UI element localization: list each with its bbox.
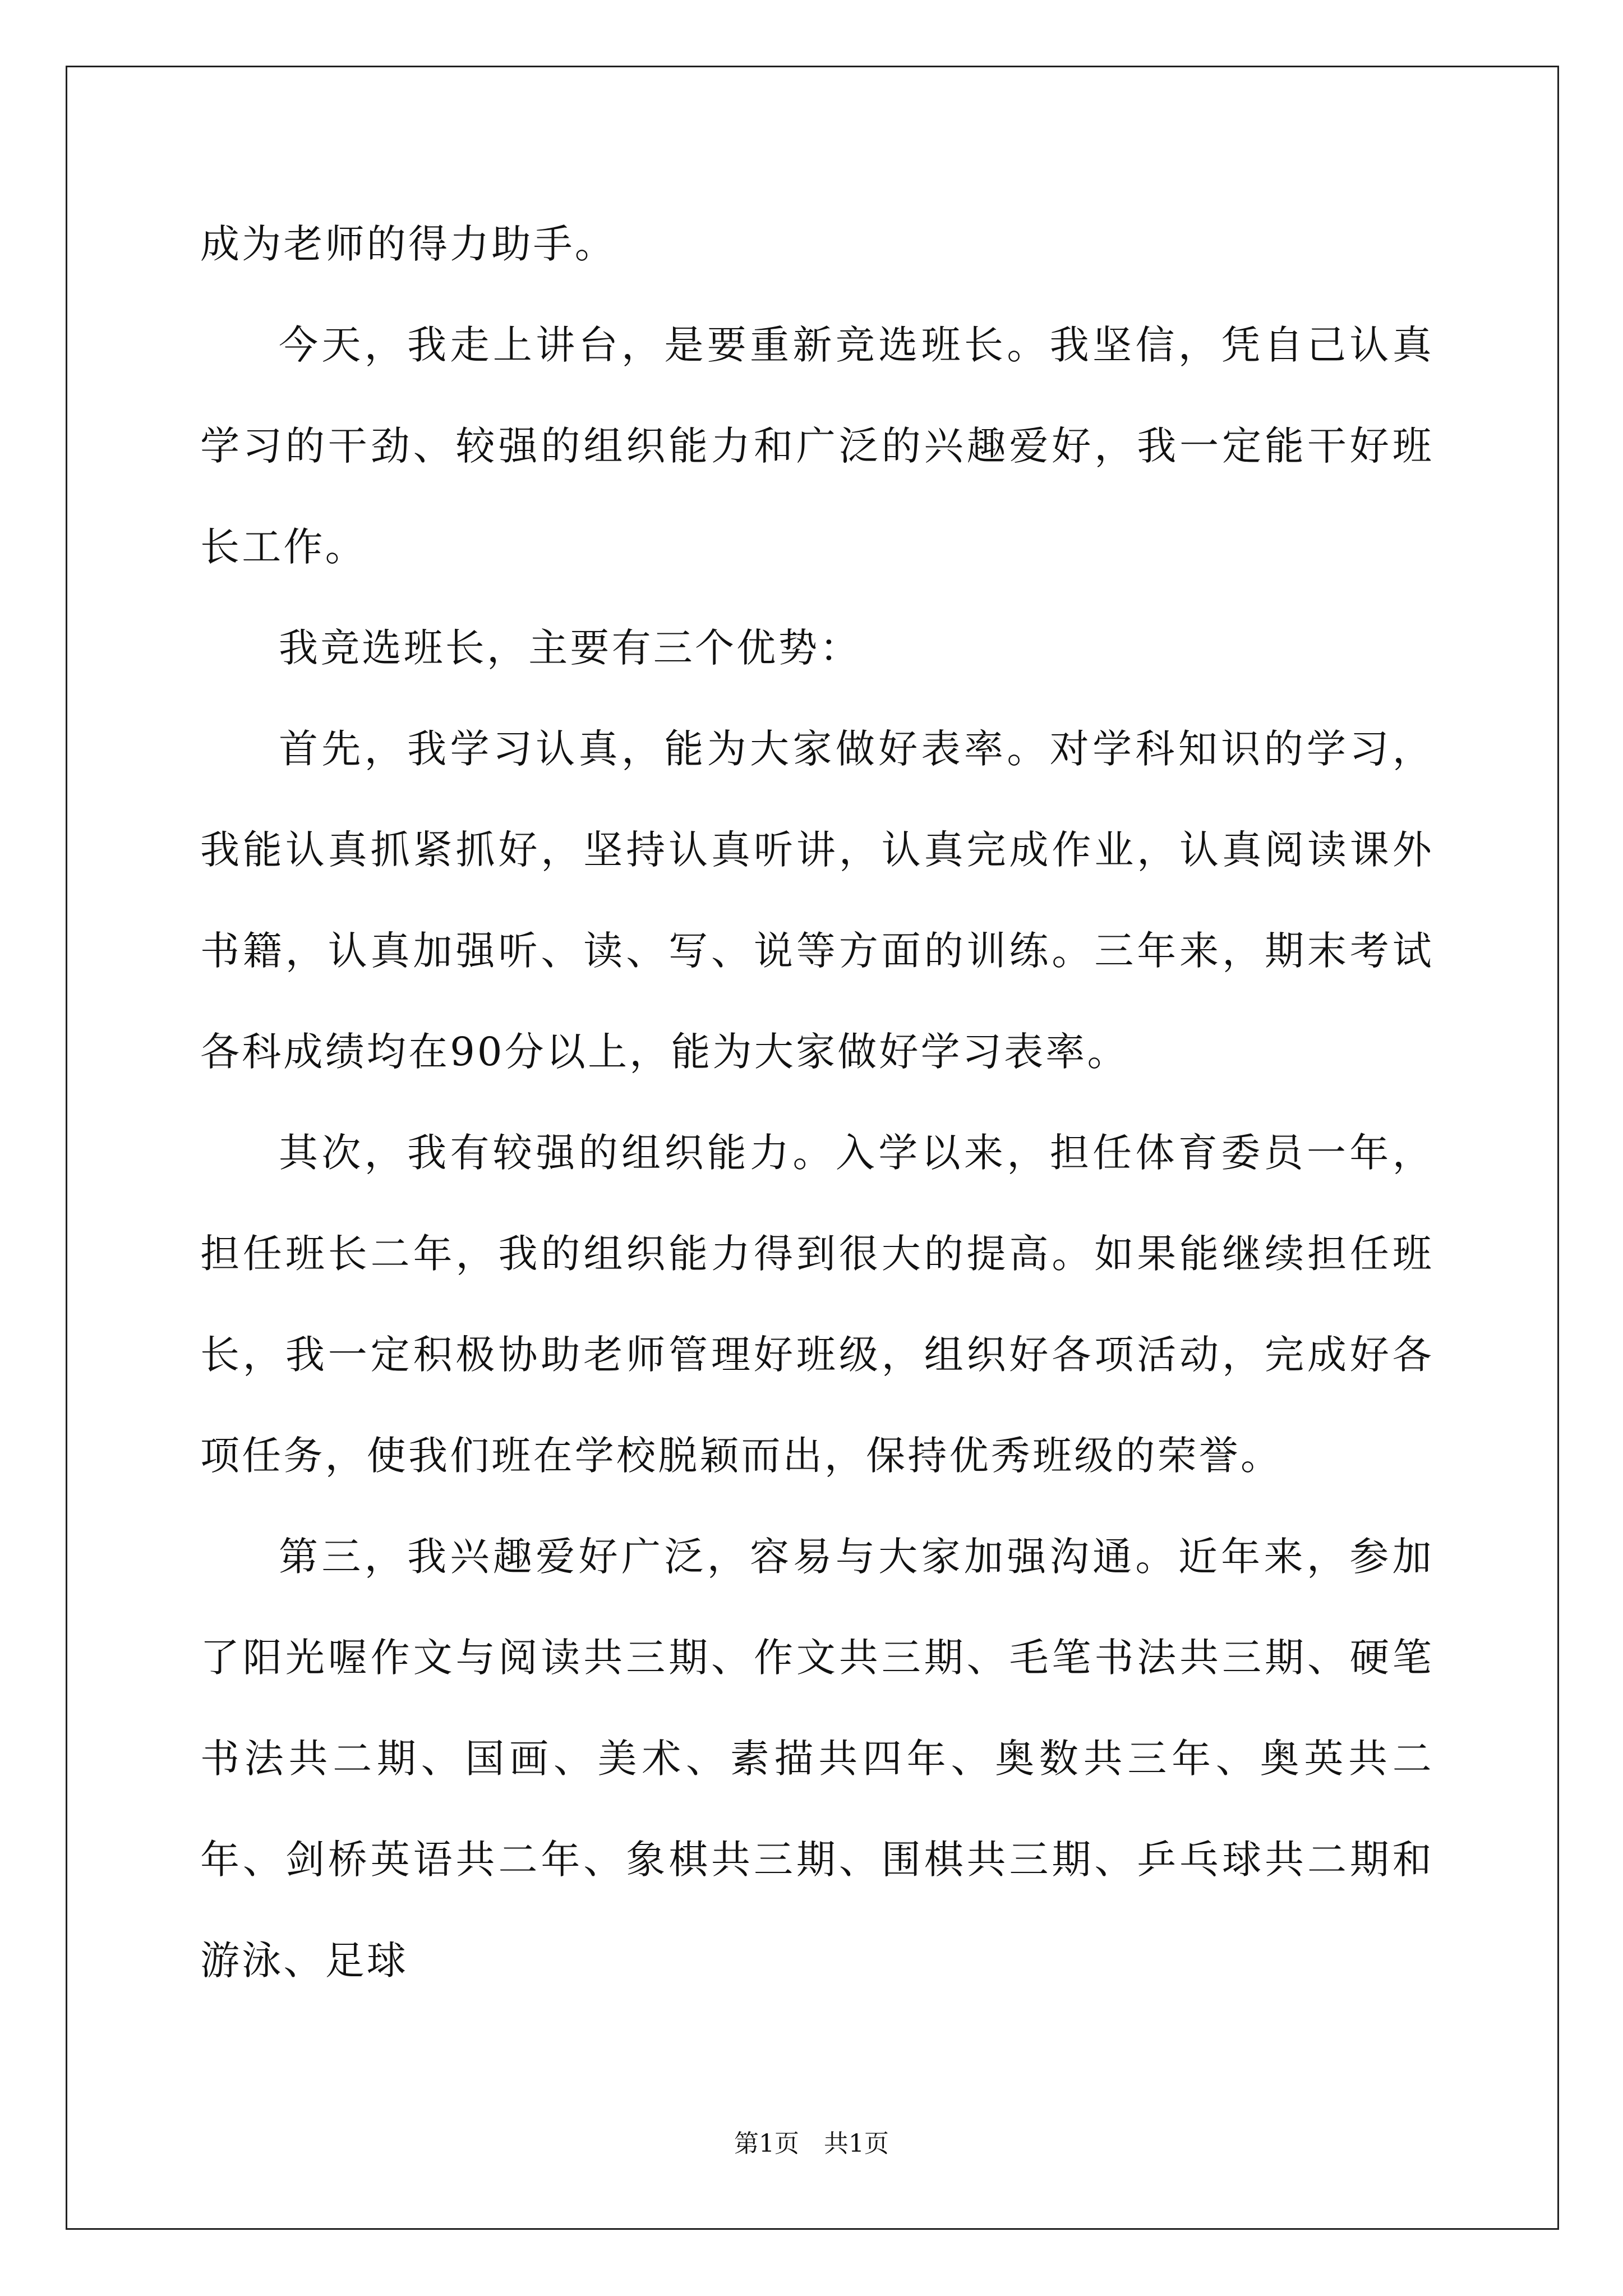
paragraph: 今天，我走上讲台，是要重新竞选班长。我坚信，凭自己认真学习的干劲、较强的组织能力和广泛的兴趣爱好，我一定能干好班长工作。 (200, 322, 1434, 570)
paragraph: 我竞选班长，主要有三个优势： (279, 625, 861, 671)
document-body (200, 194, 1434, 2011)
paragraph: 第三，我兴趣爱好广泛，容易与大家加强沟通。近年来，参加了阳光喔作文与阅读共三期、作文共三期、毛笔书法共三期、硬笔书法共二期、国画、美术、素描共四年、奥数共三年、奥英共二年、剑桥英语共二年、象棋共三期、围棋共三期、乒乓球共二期和游泳、足球 (200, 1534, 1434, 1984)
page-number-footer: 第1页 共1页 (734, 2129, 889, 2158)
paragraph: 首先，我学习认真，能为大家做好表率。对学科知识的学习，我能认真抓紧抓好，坚持认真听讲，认真完成作业，认真阅读课外书籍，认真加强听、读、写、说等方面的训练。三年来，期末考试各科成绩均在90分以上，能为大家做好学习表率。 (200, 726, 1434, 1075)
paragraph: 其次，我有较强的组织能力。入学以来，担任体育委员一年，担任班长二年，我的组织能力得到很大的提高。如果能继续担任班长，我一定积极协助老师管理好班级，组织好各项活动，完成好各项任务，使我们班在学校脱颖而出，保持优秀班级的荣誉。 (200, 1130, 1434, 1479)
paragraph: 成为老师的得力助手。 (200, 221, 616, 267)
